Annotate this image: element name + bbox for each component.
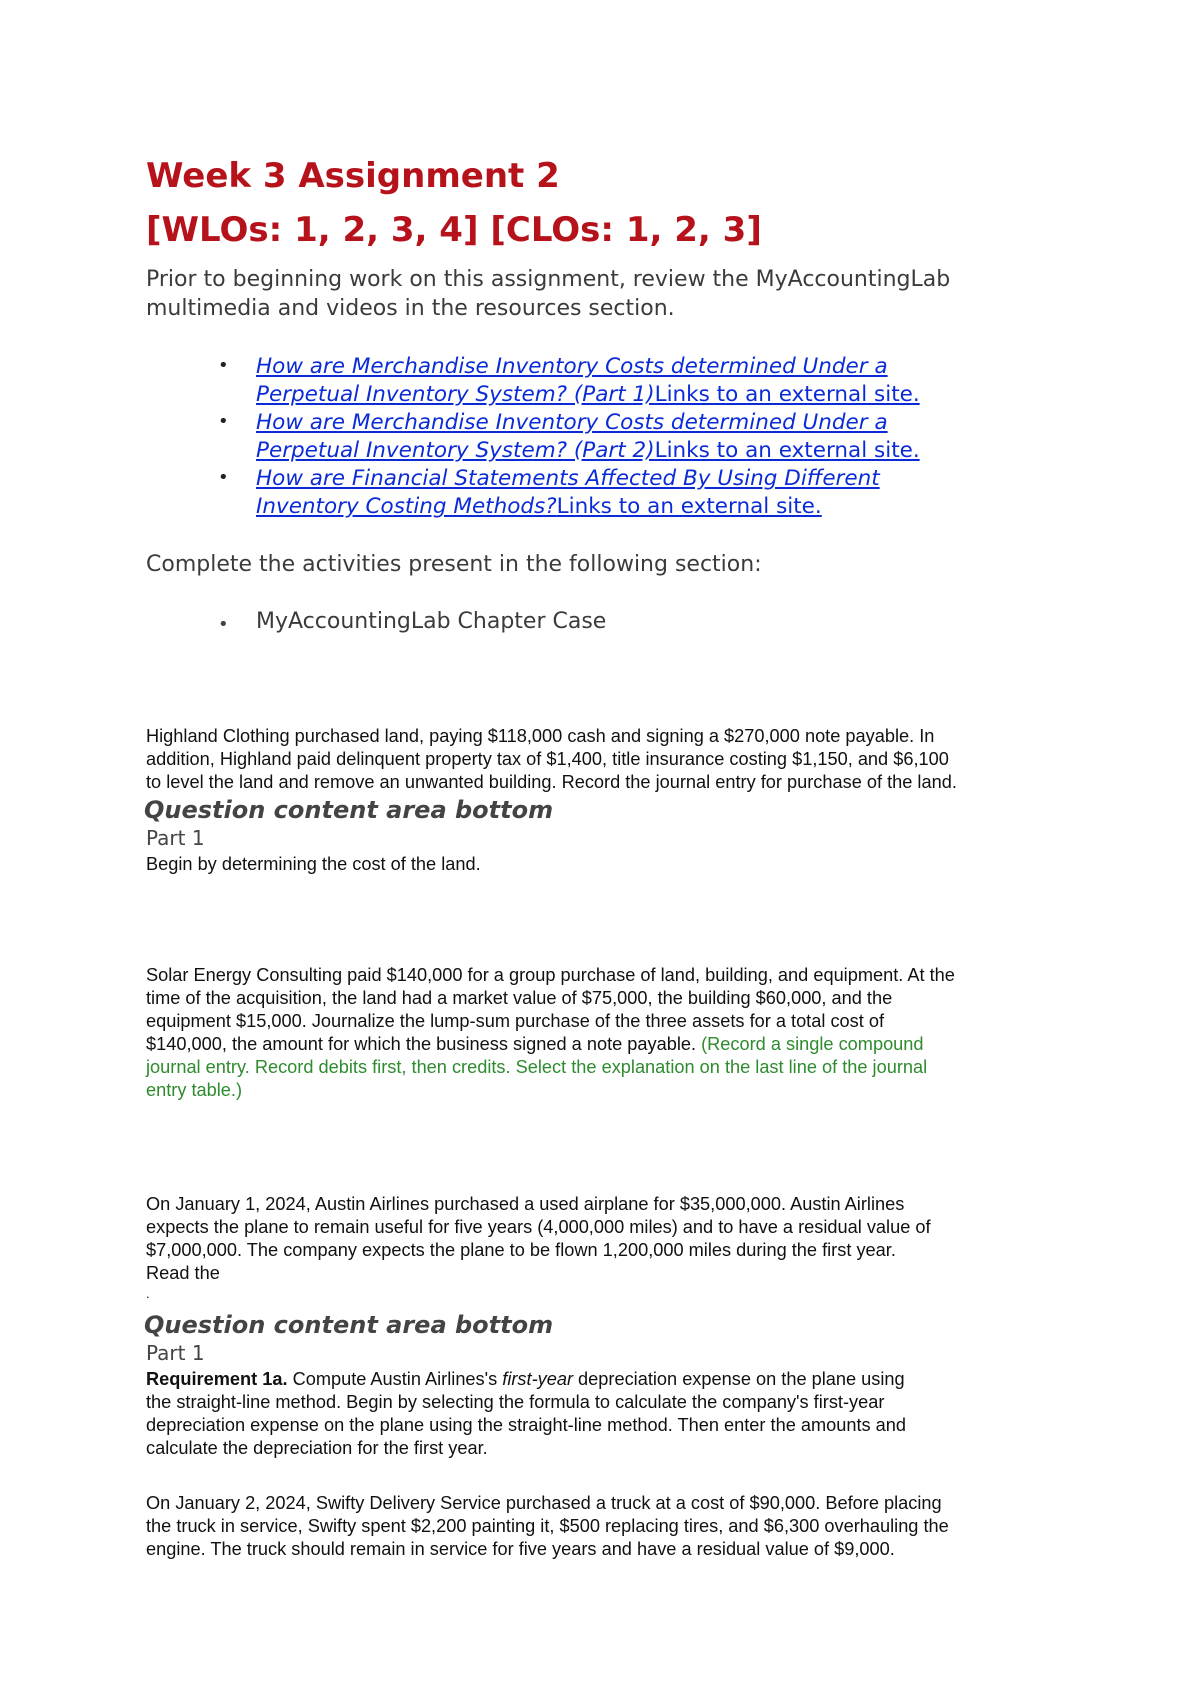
resource-link-1[interactable]: How are Merchandise Inventory Costs determined Under a Perpetual Inventory System? (Part 1)Links to an external site. (256, 354, 920, 407)
q3-area-heading: Question content area bottom (144, 1311, 554, 1339)
learning-outcomes: [WLOs: 1, 2, 3, 4] [CLOs: 1, 2, 3] (146, 210, 762, 250)
intro-line-2: multimedia and videos in the resources section. (146, 296, 675, 321)
q1-text: Highland Clothing purchased land, paying $118,000 cash and signing a $270,000 note payable. In addition, Highland paid delinquent property tax of $1,400, title insurance costing $1,150, and $6,100 to level the land and remove an unwanted building. Record the journal entry for purchase of the land. (146, 726, 957, 792)
q3-part-label: Part 1 (146, 1341, 205, 1365)
page-title: Week 3 Assignment 2 (146, 156, 560, 196)
bullet-icon: • (218, 614, 229, 635)
q1-part-label: Part 1 (146, 826, 205, 850)
activities-item: MyAccountingLab Chapter Case (256, 609, 607, 634)
bullet-icon: • (218, 411, 229, 432)
bullet-icon: • (218, 467, 229, 488)
resource-link-2[interactable]: How are Merchandise Inventory Costs determined Under a Perpetual Inventory System? (Part 2)Links to an external site. (256, 410, 920, 463)
q4-text: On January 2, 2024, Swifty Delivery Service purchased a truck at a cost of $90,000. Before placing the truck in service, Swifty spent $2,200 painting it, $500 replacing tires, and $6,300 overhauling the engine. The truck should remain in service for five years and have a residual value of $9,000. (146, 1493, 949, 1559)
q1-instruction: Begin by determining the cost of the land. (146, 854, 481, 874)
activities-heading: Complete the activities present in the following section: (146, 552, 762, 577)
q3-requirement: Requirement 1a. Compute Austin Airlines's first-year depreciation expense on the plane using the straight-line method. Begin by selecting the formula to calculate the company's first-year depreciation expense on the plane using the straight-line method. Then enter the amounts and calculate the depreciation for the first year. (146, 1369, 907, 1458)
resource-link-3[interactable]: How are Financial Statements Affected By Using Different Inventory Costing Methods?Links to an external site. (256, 466, 880, 519)
q1-area-heading: Question content area bottom (144, 796, 554, 824)
q3-text: On January 1, 2024, Austin Airlines purchased a used airplane for $35,000,000. Austin Airlines expects the plane to remain useful for five years (4,000,000 miles) and to have a residual value of $7,000,000. The company expects the plane to be flown 1,200,000 miles during the first year. Read the . (146, 1194, 931, 1301)
intro-line-1: Prior to beginning work on this assignment, review the MyAccountingLab (146, 267, 951, 292)
bullet-icon: • (218, 355, 229, 376)
q2-text: Solar Energy Consulting paid $140,000 for a group purchase of land, building, and equipment. At the time of the acquisition, the land had a market value of $75,000, the building $60,000, and the equipment $15,000. Journalize the lump-sum purchase of the three assets for a total cost of $140,000, the amount for which the business signed a note payable. (Record a single compound journal entry. Record debits first, then credits. Select the explanation on the last line of the journal entry table.) (146, 965, 955, 1100)
